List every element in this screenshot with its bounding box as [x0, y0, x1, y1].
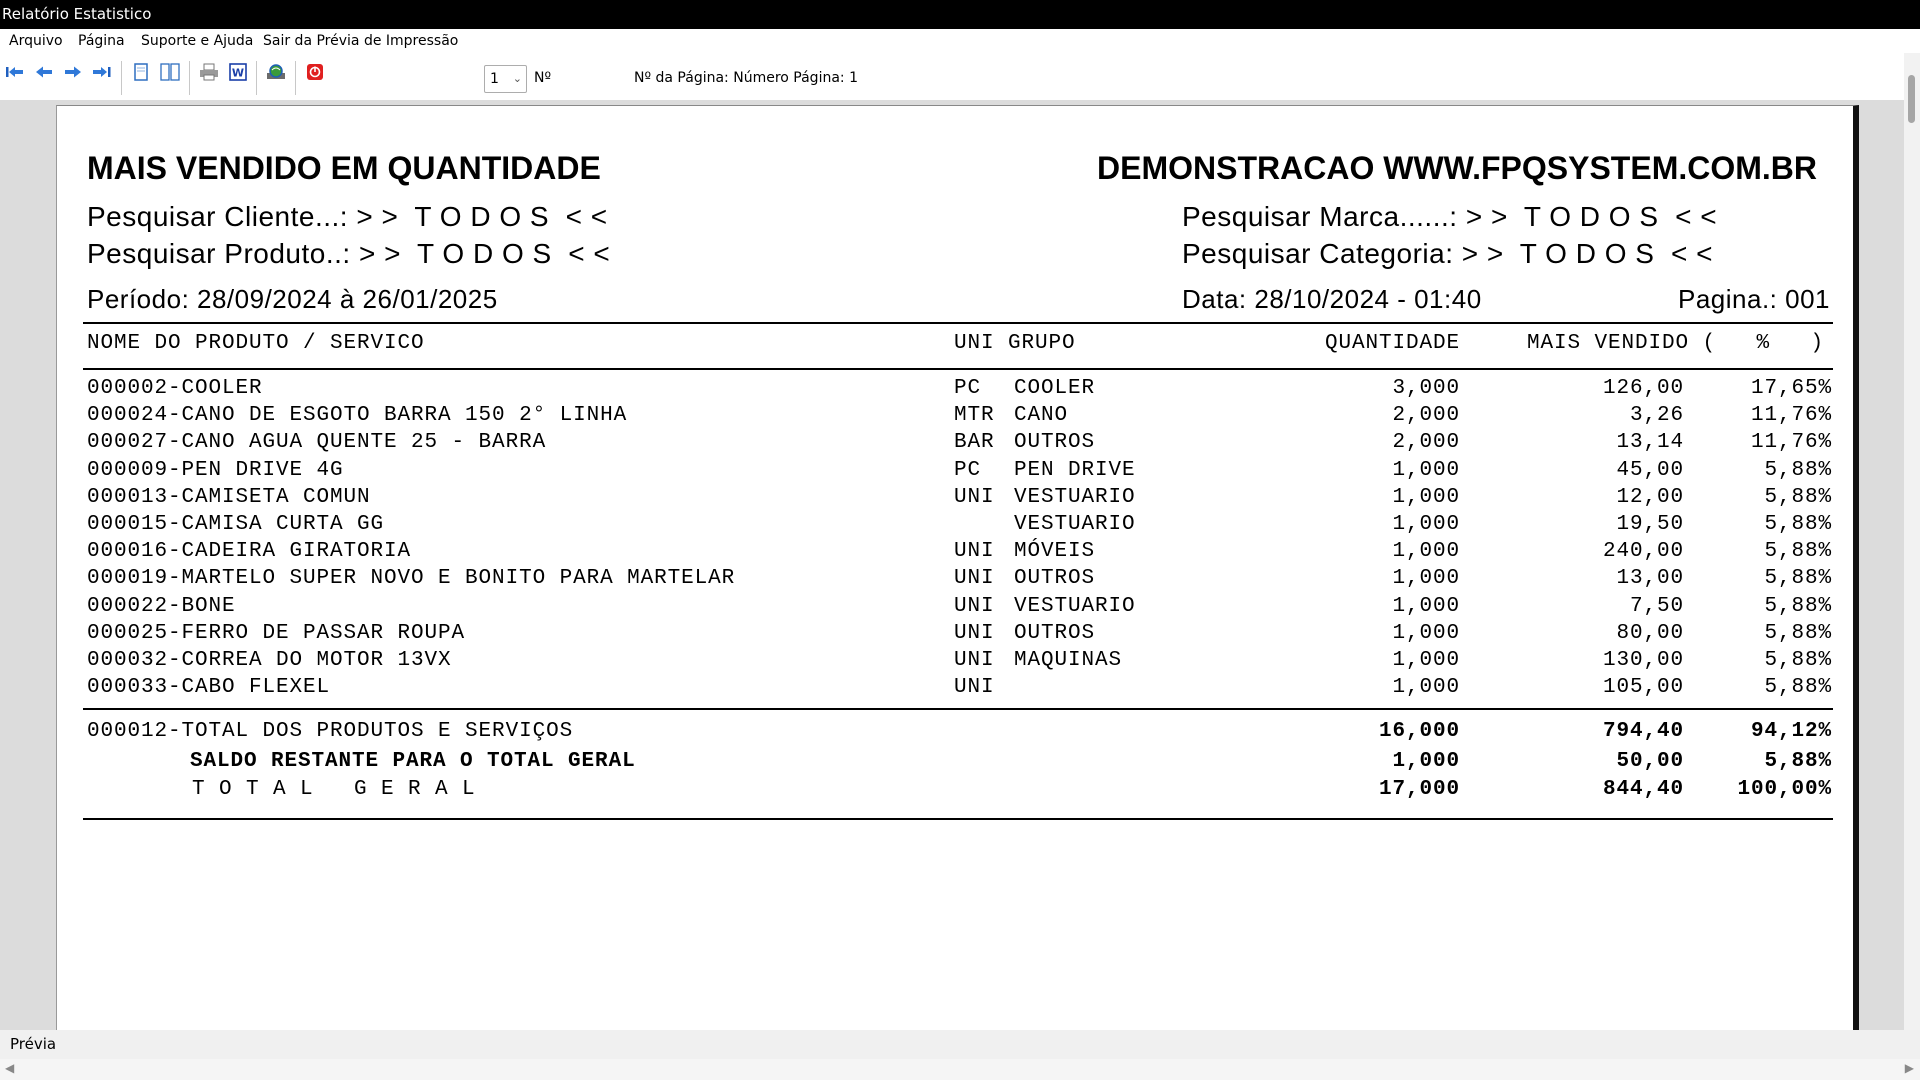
previous-page-icon[interactable] — [33, 61, 55, 83]
saldo-restante-qtd: 1,000 — [1392, 750, 1460, 773]
stop-icon[interactable] — [304, 61, 326, 83]
total-produtos-label: 000012-TOTAL DOS PRODUTOS E SERVIÇOS — [87, 720, 574, 743]
product-group: VESTUARIO — [1014, 485, 1136, 509]
product-percent: 5,88% — [1764, 567, 1832, 591]
product-group: OUTROS — [1014, 567, 1096, 591]
product-percent: 5,88% — [1764, 621, 1832, 645]
total-produtos-qtd: 16,000 — [1378, 720, 1460, 743]
print-icon[interactable] — [198, 61, 220, 83]
product-quantity: 1,000 — [1392, 567, 1460, 591]
product-unit: MTR — [954, 404, 995, 428]
toolbar — [0, 53, 1920, 100]
product-value: 3,26 — [1629, 404, 1684, 428]
product-percent: 5,88% — [1764, 485, 1832, 509]
product-unit: PC — [954, 377, 982, 400]
total-geral-label: T O T A L G E R A L — [192, 778, 476, 801]
product-group: OUTROS — [1014, 621, 1096, 645]
scroll-right-icon[interactable]: ▶ — [1904, 1061, 1914, 1075]
page-info-text: Nº da Página: Número Página: 1 — [634, 70, 858, 86]
product-percent: 11,76% — [1750, 404, 1832, 428]
vertical-scrollbar[interactable] — [1904, 53, 1920, 1030]
product-group: MÓVEIS — [1014, 540, 1096, 564]
product-value: 126,00 — [1602, 377, 1684, 400]
product-name: 000032-CORREA DO MOTOR 13VX — [87, 649, 452, 672]
product-percent: 5,88% — [1764, 458, 1832, 482]
product-unit: UNI — [954, 621, 995, 645]
product-percent: 5,88% — [1764, 513, 1832, 536]
filter-categoria: Pesquisar Categoria: > > T O D O S < < — [1182, 238, 1713, 269]
product-quantity: 1,000 — [1392, 540, 1460, 564]
scroll-left-icon[interactable]: ◀ — [5, 1061, 15, 1075]
scrollbar-thumb[interactable] — [1908, 75, 1915, 123]
product-percent: 5,88% — [1764, 676, 1832, 700]
status-bar: Prévia — [0, 1030, 1920, 1059]
product-percent: 5,88% — [1764, 649, 1832, 672]
report-title: MAIS VENDIDO EM QUANTIDADE — [87, 150, 601, 186]
product-name: 000025-FERRO DE PASSAR ROUPA — [87, 621, 466, 645]
page-number-value: 1 — [490, 71, 499, 87]
product-quantity: 2,000 — [1392, 431, 1460, 455]
total-geral-pct: 100,00% — [1737, 778, 1832, 801]
column-header-nome: NOME DO PRODUTO / SERVICO — [87, 332, 425, 355]
product-quantity: 1,000 — [1392, 458, 1460, 482]
product-unit: PC — [954, 458, 982, 482]
company-name: DEMONSTRACAO WWW.FPQSYSTEM.COM.BR — [1097, 150, 1817, 186]
product-name: 000027-CANO AGUA QUENTE 25 - BARRA — [87, 431, 547, 455]
product-value: 45,00 — [1616, 458, 1684, 482]
product-quantity: 1,000 — [1392, 594, 1460, 618]
product-name: 000016-CADEIRA GIRATORIA — [87, 540, 412, 564]
product-percent: 11,76% — [1750, 431, 1832, 455]
product-unit: UNI — [954, 676, 995, 700]
product-group: CANO — [1014, 404, 1069, 428]
product-percent: 17,65% — [1750, 377, 1832, 400]
product-unit: UNI — [954, 485, 995, 509]
menu-suporte-ajuda[interactable]: Suporte e Ajuda — [141, 33, 254, 49]
product-value: 240,00 — [1602, 540, 1684, 564]
product-value: 105,00 — [1602, 676, 1684, 700]
divider — [83, 322, 1833, 324]
product-value: 130,00 — [1602, 649, 1684, 672]
product-group: COOLER — [1014, 377, 1096, 400]
total-geral-valor: 844,40 — [1602, 778, 1684, 801]
filter-marca: Pesquisar Marca......: > > T O D O S < < — [1182, 201, 1718, 232]
last-page-icon[interactable] — [91, 61, 113, 83]
divider — [83, 708, 1833, 710]
product-name: 000019-MARTELO SUPER NOVO E BONITO PARA MARTELAR — [87, 567, 736, 591]
two-pages-icon[interactable] — [159, 61, 181, 83]
product-name: 000002-COOLER — [87, 377, 263, 400]
filter-cliente: Pesquisar Cliente...: > > T O D O S < < — [87, 201, 608, 232]
product-value: 13,14 — [1616, 431, 1684, 455]
menu-arquivo[interactable]: Arquivo — [9, 33, 63, 49]
product-unit: BAR — [954, 431, 995, 455]
chevron-down-icon: ⌄ — [512, 72, 522, 85]
product-unit: UNI — [954, 567, 995, 591]
report-page — [56, 105, 1859, 1035]
product-name: 000015-CAMISA CURTA GG — [87, 513, 385, 536]
saldo-restante-pct: 5,88% — [1764, 750, 1832, 773]
product-value: 19,50 — [1616, 513, 1684, 536]
product-quantity: 1,000 — [1392, 485, 1460, 509]
product-name: 000009-PEN DRIVE 4G — [87, 458, 344, 482]
single-page-icon[interactable] — [130, 61, 152, 83]
report-periodo: Período: 28/09/2024 à 26/01/2025 — [87, 284, 498, 314]
product-unit: UNI — [954, 540, 995, 564]
product-unit: UNI — [954, 594, 995, 618]
toolbar-separator — [121, 61, 122, 95]
product-percent: 5,88% — [1764, 540, 1832, 564]
total-produtos-valor: 794,40 — [1602, 720, 1684, 743]
product-name: 000024-CANO DE ESGOTO BARRA 150 2° LINHA — [87, 404, 628, 428]
product-name: 000013-CAMISETA COMUN — [87, 485, 371, 509]
horizontal-scrollbar[interactable] — [0, 1059, 1920, 1080]
menu-sair-previa[interactable]: Sair da Prévia de Impressão — [263, 33, 459, 49]
saldo-restante-valor: 50,00 — [1616, 750, 1684, 773]
product-quantity: 1,000 — [1392, 513, 1460, 536]
product-name: 000033-CABO FLEXEL — [87, 676, 331, 700]
report-data: Data: 28/10/2024 - 01:40 — [1182, 284, 1482, 314]
divider — [83, 818, 1833, 820]
toolbar-separator — [295, 61, 296, 95]
window-title: Relatório Estatistico — [0, 0, 1920, 29]
product-value: 80,00 — [1616, 621, 1684, 645]
product-value: 7,50 — [1629, 594, 1684, 618]
product-group: OUTROS — [1014, 431, 1096, 455]
filter-produto: Pesquisar Produto..: > > T O D O S < < — [87, 238, 611, 269]
total-geral-qtd: 17,000 — [1378, 778, 1460, 801]
toolbar-separator — [189, 61, 190, 95]
product-percent: 5,88% — [1764, 594, 1832, 618]
product-group: VESTUARIO — [1014, 594, 1136, 618]
toolbar-separator — [256, 61, 257, 95]
product-name: 000022-BONE — [87, 594, 236, 618]
menu-pagina[interactable]: Página — [78, 33, 125, 49]
next-page-icon[interactable] — [62, 61, 84, 83]
web-export-icon[interactable] — [265, 61, 287, 83]
total-produtos-pct: 94,12% — [1750, 720, 1832, 743]
page-number-select[interactable] — [484, 65, 527, 93]
product-group: MAQUINAS — [1014, 649, 1123, 672]
product-value: 12,00 — [1616, 485, 1684, 509]
product-group: PEN DRIVE — [1014, 458, 1136, 482]
product-quantity: 1,000 — [1392, 621, 1460, 645]
word-export-icon[interactable] — [227, 61, 249, 83]
report-pagina: Pagina.: 001 — [1677, 284, 1830, 314]
product-unit: UNI — [954, 649, 995, 672]
product-value: 13,00 — [1616, 567, 1684, 591]
svg-text:W: W — [231, 66, 245, 80]
product-quantity: 1,000 — [1392, 676, 1460, 700]
column-header-quantidade: QUANTIDADE — [1324, 332, 1460, 355]
product-group: VESTUARIO — [1014, 513, 1136, 536]
first-page-icon[interactable] — [4, 61, 26, 83]
column-header-uni-grupo: UNI GRUPO — [954, 332, 1076, 355]
product-quantity: 3,000 — [1392, 377, 1460, 400]
divider — [83, 368, 1833, 370]
column-header-mais-vendido: MAIS VENDIDO ( % ) — [1526, 332, 1824, 355]
product-quantity: 1,000 — [1392, 649, 1460, 672]
saldo-restante-label: SALDO RESTANTE PARA O TOTAL GERAL — [190, 750, 636, 773]
product-quantity: 2,000 — [1392, 404, 1460, 428]
menu-bar — [0, 29, 1920, 53]
page-number-label: Nº — [534, 70, 552, 86]
